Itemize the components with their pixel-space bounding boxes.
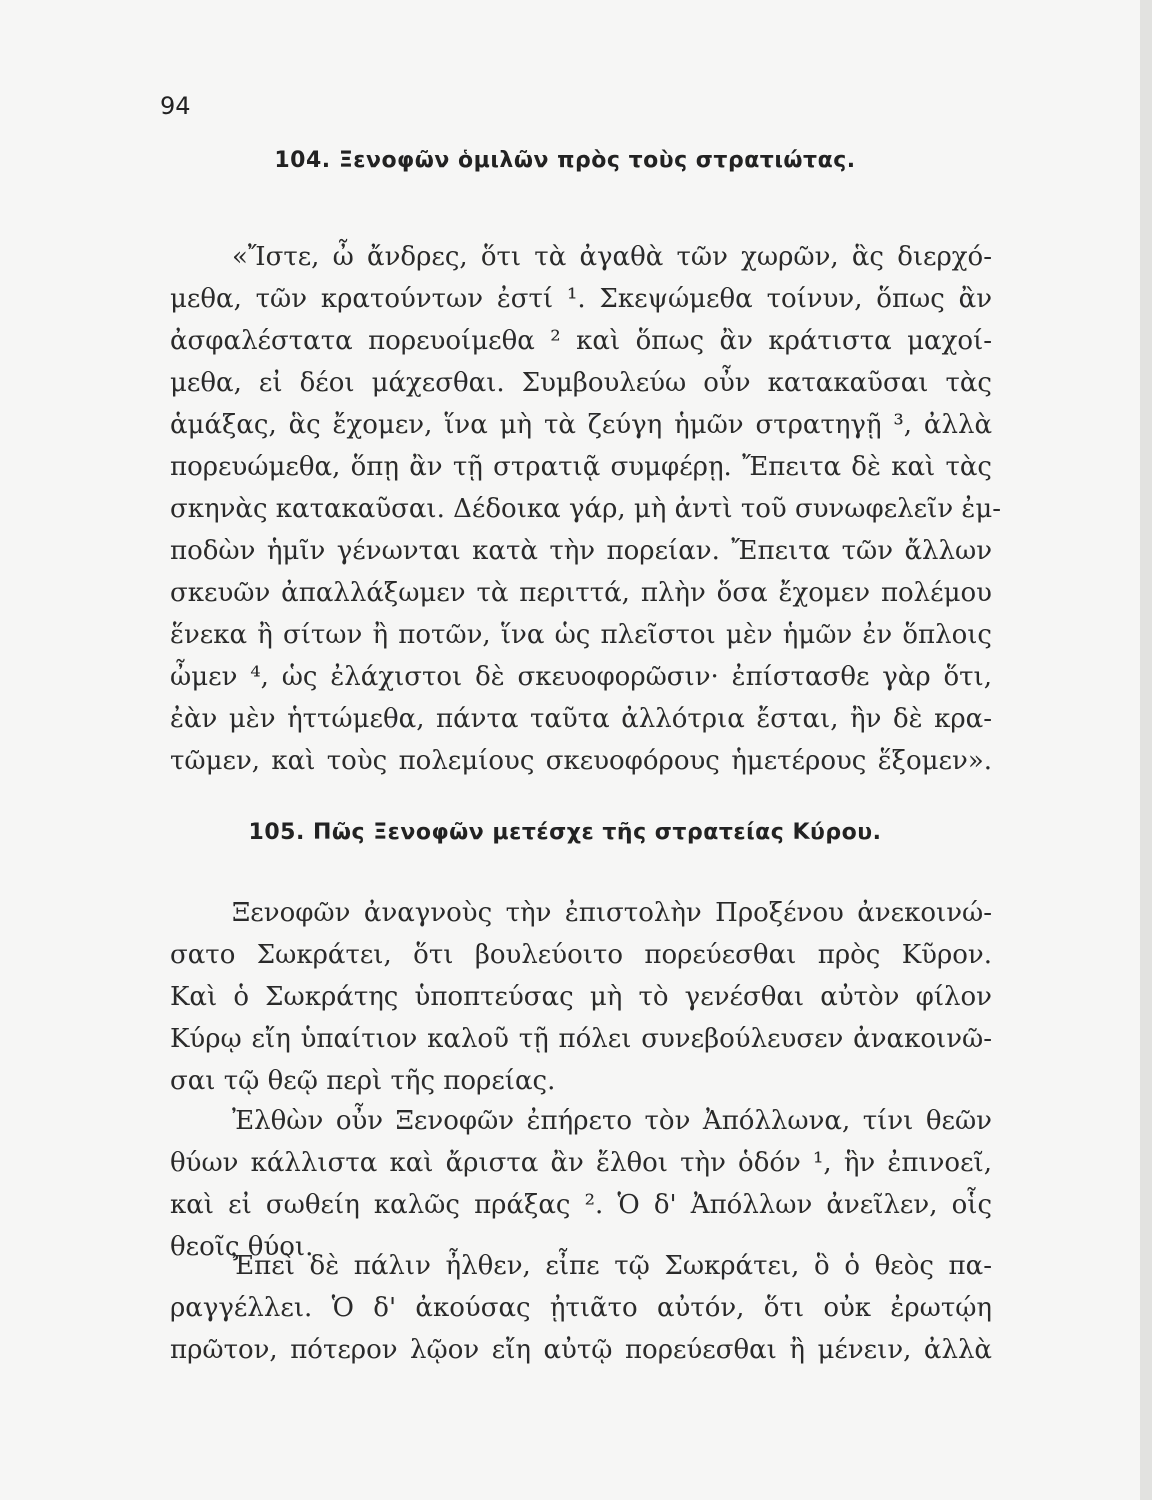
section-105-paragraph-1 [170, 892, 992, 1102]
section-104-heading: 104. Ξενοφῶν ὁμιλῶν πρὸς τοὺς στρατιώτας. [274, 148, 856, 173]
section-105-heading: 105. Πῶς Ξενοφῶν μετέσχε τῆς στρατείας Κύρου. [248, 820, 882, 845]
text-line: καὶ εἰ σωθείη καλῶς πράξας ². Ὁ δ' Ἀπόλλων ἀνεῖλεν, οἷς [170, 1190, 992, 1220]
text-line: σαι τῷ θεῷ περὶ τῆς πορείας. [170, 1066, 556, 1096]
text-line: ραγγέλλει. Ὁ δ' ἀκούσας ᾐτιᾶτο αὐτόν, ὅτι οὐκ ἐρωτῴη [170, 1293, 992, 1323]
text-line: ἀσφαλέστατα πορευοίμεθα ² καὶ ὅπως ἂν κράτιστα μαχοί- [170, 326, 992, 356]
text-line: Ἐλθὼν οὖν Ξενοφῶν ἐπήρετο τὸν Ἀπόλλωνα, τίνι θεῶν [232, 1106, 992, 1136]
text-line: Καὶ ὁ Σωκράτης ὑποπτεύσας μὴ τὸ γενέσθαι αὐτὸν φίλον [170, 982, 992, 1012]
text-line: μεθα, εἰ δέοι μάχεσθαι. Συμβουλεύω οὖν κατακαῦσαι τὰς [170, 368, 992, 398]
text-line: ἕνεκα ἢ σίτων ἢ ποτῶν, ἵνα ὡς πλεῖστοι μὲν ἡμῶν ἐν ὅπλοις [170, 620, 992, 650]
page-number: 94 [160, 92, 191, 120]
section-105-paragraph-2 [170, 1100, 992, 1268]
text-line: ποδὼν ἡμῖν γένωνται κατὰ τὴν πορείαν. Ἔπειτα τῶν ἄλλων [170, 536, 992, 566]
text-line: θύων κάλλιστα καὶ ἄριστα ἂν ἔλθοι τὴν ὁδόν ¹, ἣν ἐπινοεῖ, [170, 1148, 992, 1178]
text-line: Ἐπεὶ δὲ πάλιν ἦλθεν, εἶπε τῷ Σωκράτει, ὃ ὁ θεὸς πα- [232, 1251, 992, 1281]
text-line: σατο Σωκράτει, ὅτι βουλεύοιτο πορεύεσθαι πρὸς Κῦρον. [170, 940, 992, 970]
text-line: ἁμάξας, ἃς ἔχομεν, ἵνα μὴ τὰ ζεύγη ἡμῶν στρατηγῇ ³, ἀλλὰ [170, 410, 992, 440]
text-line: σκηνὰς κατακαῦσαι. Δέδοικα γάρ, μὴ ἀντὶ τοῦ συνωφελεῖν ἐμ- [170, 494, 1002, 524]
text-line: σκευῶν ἀπαλλάξωμεν τὰ περιττά, πλὴν ὅσα ἔχομεν πολέμου [170, 578, 992, 608]
text-line: Ξενοφῶν ἀναγνοὺς τὴν ἐπιστολὴν Προξένου ἀνεκοινώ- [232, 898, 992, 928]
section-105-paragraph-3 [170, 1245, 992, 1371]
text-line: ἐὰν μὲν ἡττώμεθα, πάντα ταῦτα ἀλλότρια ἔσται, ἢν δὲ κρα- [170, 704, 992, 734]
text-line: μεθα, τῶν κρατούντων ἐστί ¹. Σκεψώμεθα τοίνυν, ὅπως ἂν [170, 284, 992, 314]
text-line: τῶμεν, καὶ τοὺς πολεμίους σκευοφόρους ἡμετέρους ἕξομεν». [170, 746, 992, 776]
text-line: «Ἴστε, ὦ ἄνδρες, ὅτι τὰ ἀγαθὰ τῶν χωρῶν, ἃς διερχό- [232, 242, 992, 272]
text-line: πρῶτον, πότερον λῷον εἴη αὐτῷ πορεύεσθαι ἢ μένειν, ἀλλὰ [170, 1335, 992, 1365]
text-line: θεοῖς θύοι. [170, 1232, 314, 1262]
section-104-paragraph [170, 236, 1002, 782]
text-line: Κύρῳ εἴη ὑπαίτιον καλοῦ τῇ πόλει συνεβούλευσεν ἀνακοινῶ- [170, 1024, 992, 1054]
text-line: ὦμεν ⁴, ὡς ἐλάχιστοι δὲ σκευοφορῶσιν· ἐπίστασθε γὰρ ὅτι, [170, 662, 992, 692]
text-line: πορευώμεθα, ὅπῃ ἂν τῇ στρατιᾷ συμφέρῃ. Ἔπειτα δὲ καὶ τὰς [170, 452, 992, 482]
